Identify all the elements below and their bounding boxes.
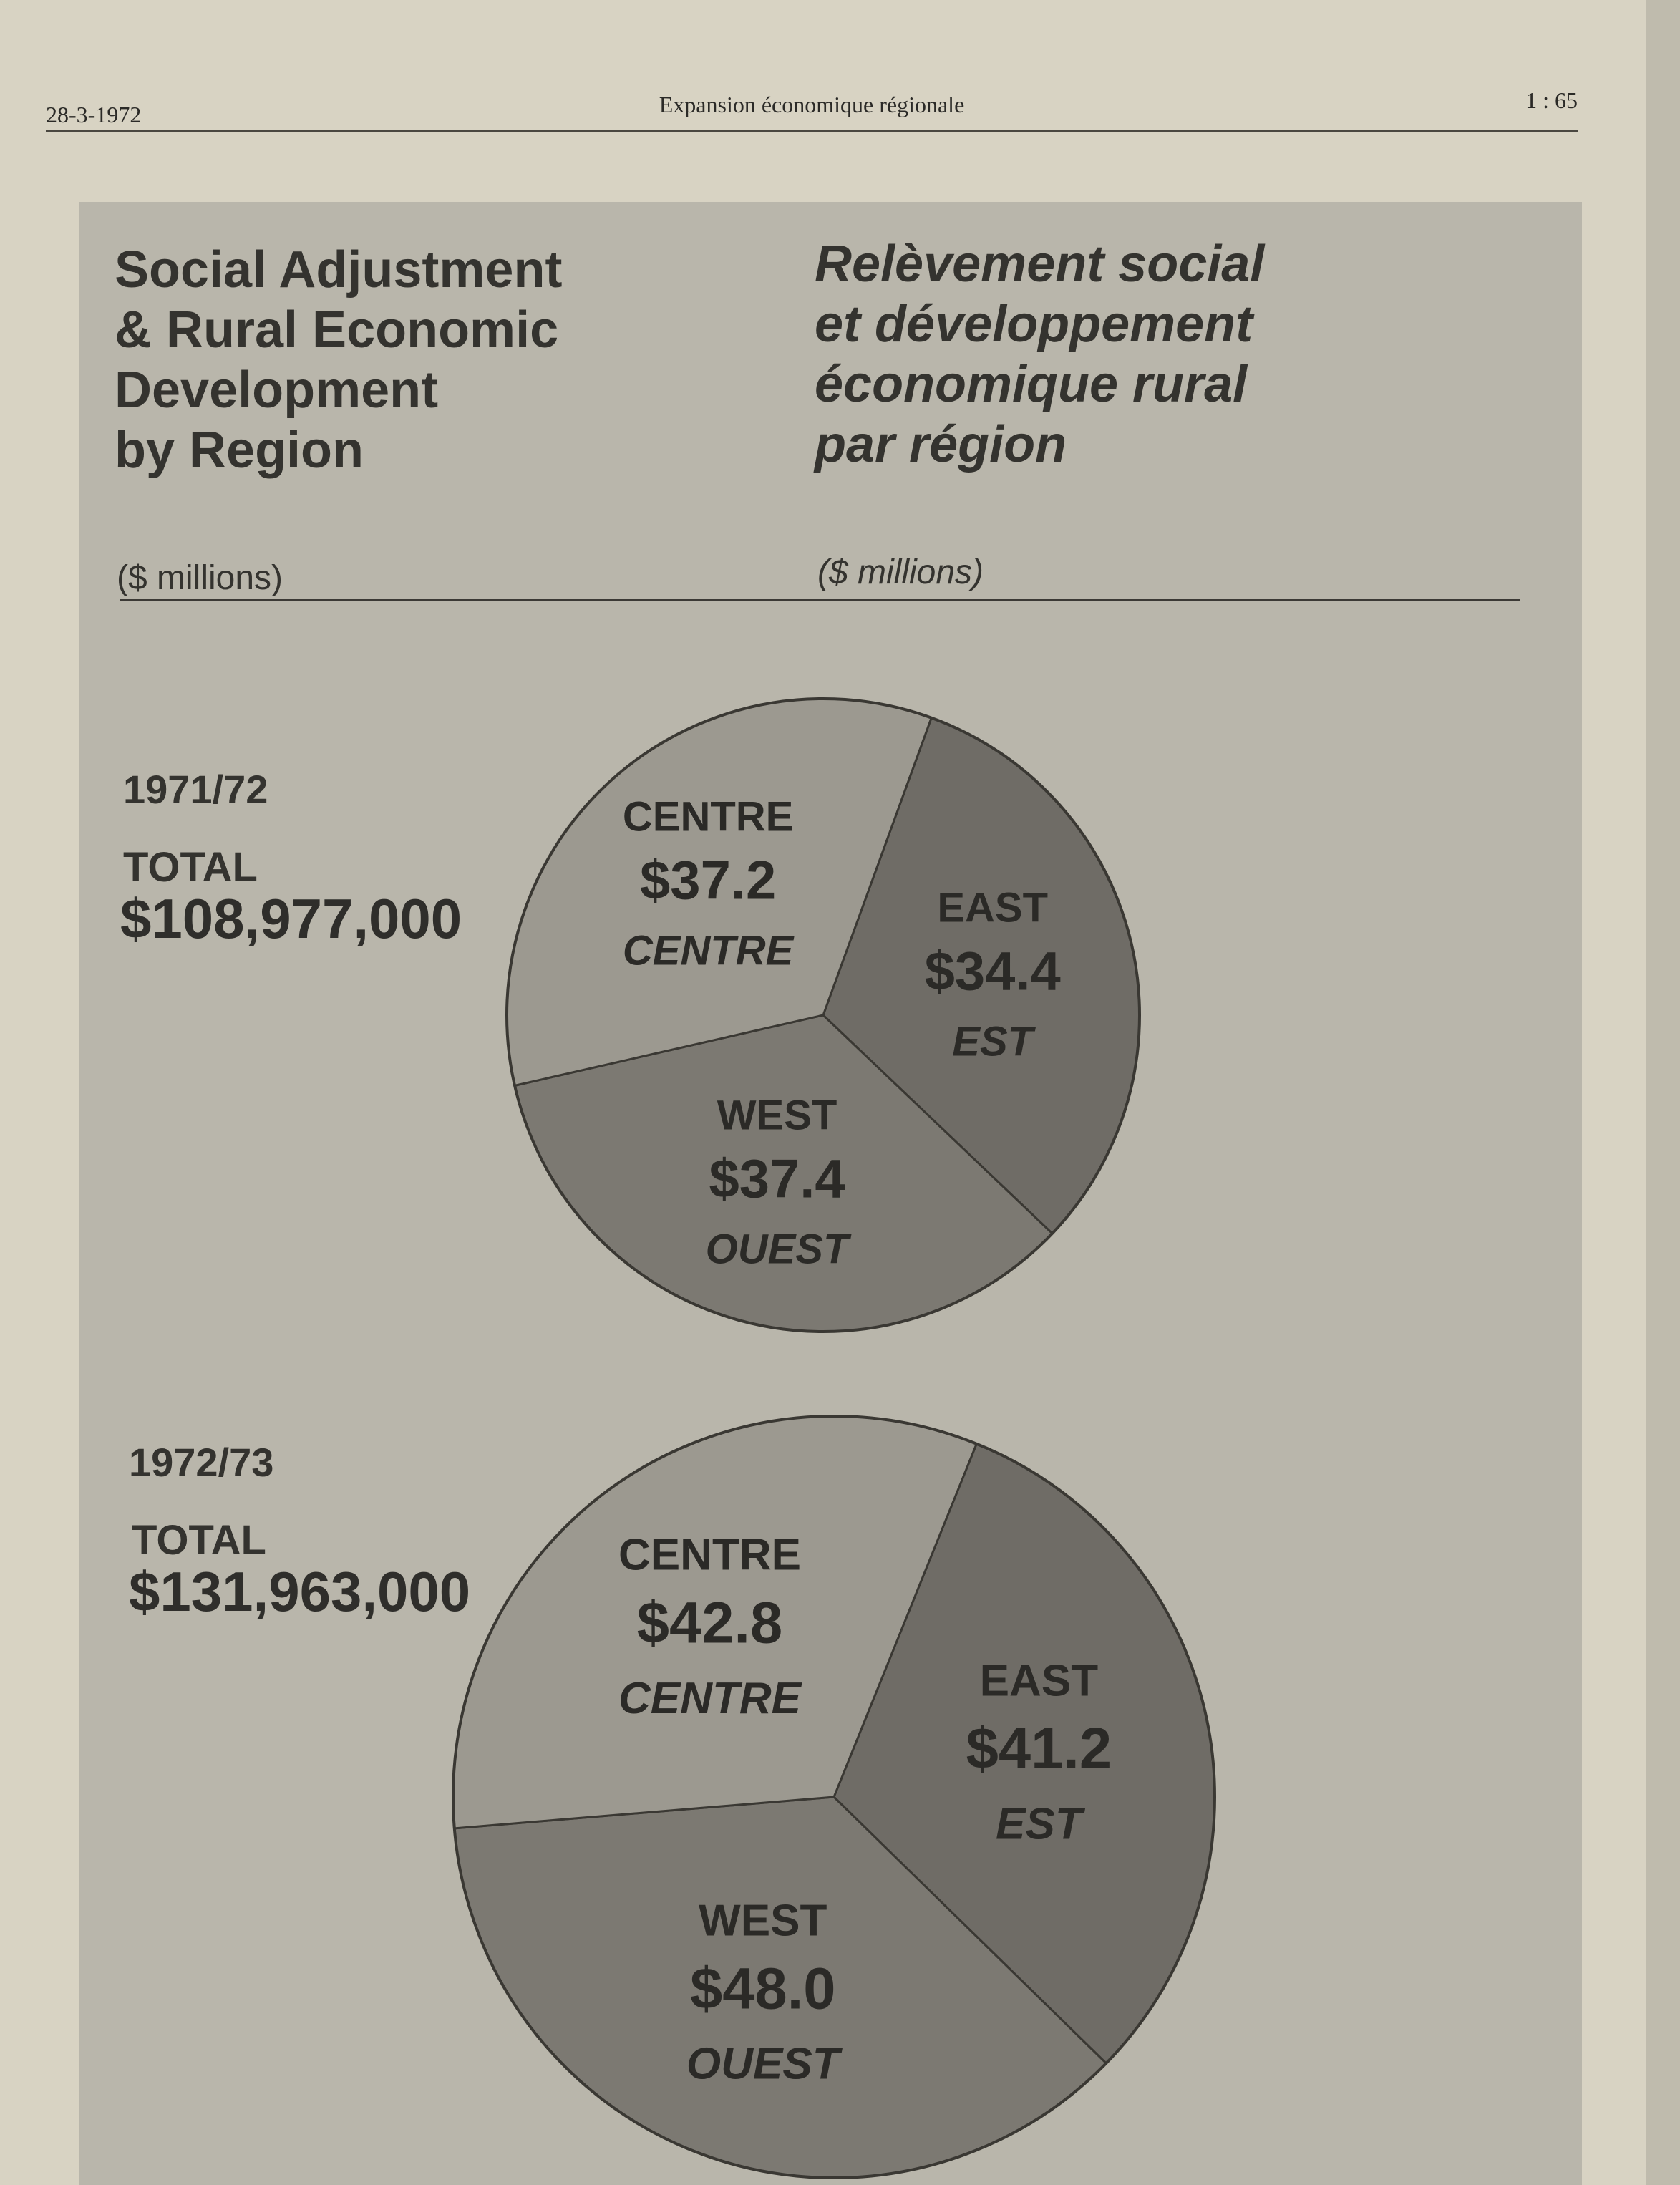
pie2-centre-value-label: $42.8 — [636, 1590, 783, 1656]
pie2-east-region-label: EAST — [979, 1656, 1099, 1706]
pie1-year: 1971/72 — [123, 767, 268, 812]
header-date: 28-3-1972 — [46, 102, 142, 127]
pie1-centre-value-label: $37.2 — [640, 850, 777, 911]
pie1-west-region-label: WEST — [717, 1092, 837, 1139]
pie2-total-label: TOTAL — [132, 1517, 266, 1564]
header-running-title: Expansion économique régionale — [659, 92, 965, 117]
pie2-west-region-label-fr: OUEST — [686, 2039, 840, 2089]
pie1-west-region-label-fr: OUEST — [705, 1226, 849, 1273]
pie1-east-region-label: EAST — [937, 884, 1049, 931]
pie2-total-value: $131,963,000 — [129, 1560, 471, 1623]
figure-title-french: Relèvement social et développement économique rural par région — [815, 236, 1265, 473]
pie1-total-value: $108,977,000 — [120, 887, 462, 950]
header-page-number: 1 : 65 — [1525, 87, 1578, 113]
pie1-west-value-label: $37.4 — [709, 1148, 845, 1210]
figure-title-english: Social Adjustment & Rural Economic Development by Region — [115, 241, 563, 479]
pie2-centre-region-label: CENTRE — [618, 1530, 802, 1580]
unit-label-french: ($ millions) — [817, 553, 984, 591]
pie2-east-value-label: $41.2 — [966, 1716, 1112, 1782]
pie2-west-value-label: $48.0 — [690, 1956, 836, 2022]
pie2-year: 1972/73 — [129, 1440, 274, 1485]
pie1-centre-region-label: CENTRE — [622, 793, 794, 840]
pie1-centre-region-label-fr: CENTRE — [622, 927, 794, 974]
pie1-total-label: TOTAL — [123, 844, 258, 891]
pie2-centre-region-label-fr: CENTRE — [618, 1673, 802, 1723]
pie2-east-region-label-fr: EST — [996, 1799, 1082, 1849]
unit-label-english: ($ millions) — [117, 559, 283, 597]
pie1-east-value-label: $34.4 — [924, 941, 1061, 1002]
pie2-west-region-label: WEST — [699, 1896, 827, 1946]
pie1-east-region-label-fr: EST — [952, 1018, 1034, 1065]
